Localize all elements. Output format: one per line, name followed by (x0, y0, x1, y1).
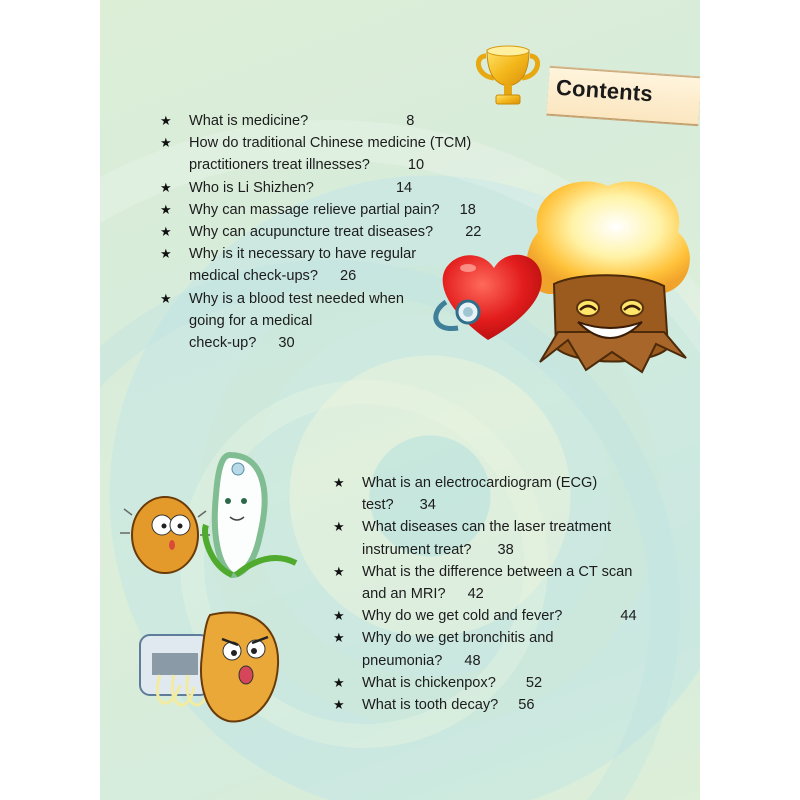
toc-entry-title: Why can massage relieve partial pain? (189, 201, 440, 218)
toc-entry[interactable] (160, 132, 480, 176)
star-bullet-icon: ★ (160, 246, 172, 262)
contents-page (100, 0, 700, 800)
toc-page-number[interactable]: 52 (525, 674, 543, 691)
heart-and-stump-illustration (428, 172, 700, 382)
toc-entry-title: instrument treat? (362, 541, 472, 558)
toc-entry-title: medical check-ups? (189, 268, 318, 285)
star-bullet-icon: ★ (160, 224, 172, 240)
trophy-icon (472, 40, 544, 112)
toc-entry-title: What is an electrocardiogram (ECG) (362, 475, 598, 491)
toc-entry-line (362, 539, 653, 561)
toc-entry-title: Why do we get cold and fever? (362, 608, 563, 625)
star-bullet-icon: ★ (333, 697, 345, 713)
toc-page-number[interactable]: 14 (395, 179, 413, 196)
toc-entry-title: What is chickenpox? (362, 674, 496, 691)
toc-entry-title: What is medicine? (189, 113, 309, 129)
radish-doctor-icon (205, 455, 296, 575)
toc-entry-title: Who is Li Shizhen? (189, 179, 314, 196)
angry-walnut-with-xray-icon (140, 612, 278, 721)
star-bullet-icon: ★ (160, 290, 172, 306)
toc-entry-line (362, 472, 653, 494)
toc-entry[interactable] (333, 605, 653, 627)
toc-page-number[interactable]: 56 (518, 697, 535, 714)
toc-page-number[interactable]: 30 (278, 335, 295, 352)
star-bullet-icon: ★ (333, 475, 345, 490)
toc-entry-line (362, 694, 653, 716)
toc-entry-line (362, 583, 653, 605)
toc-entry-line (189, 132, 480, 154)
toc-entry-line (362, 561, 653, 583)
toc-entry-title: What is the difference between a CT scan (362, 563, 633, 580)
toc-entry-title: How do traditional Chinese medicine (TCM) (189, 135, 472, 152)
toc-entry[interactable] (160, 110, 480, 132)
toc-entry-title: check-up? (189, 335, 257, 352)
toc-entry[interactable] (333, 627, 653, 671)
toc-page-number[interactable]: 26 (339, 268, 357, 285)
toc-page-number[interactable]: 34 (419, 497, 436, 514)
toc-entry-line (362, 494, 653, 516)
toc-page-number[interactable]: 38 (497, 541, 514, 558)
star-bullet-icon: ★ (333, 630, 345, 646)
walnut-character-icon (120, 497, 210, 573)
toc-entry-title: What is tooth decay? (362, 697, 499, 714)
toc-entry[interactable] (333, 472, 653, 516)
toc-page-number[interactable]: 10 (407, 157, 425, 174)
toc-entry[interactable] (333, 672, 653, 694)
toc-entry-title: and an MRI? (362, 586, 446, 603)
tree-stump-icon (540, 275, 686, 372)
toc-entry-line (362, 627, 653, 649)
toc-entry-title: Why can acupuncture treat diseases? (189, 224, 434, 241)
toc-entry-title: Why is a blood test needed when (189, 290, 404, 307)
toc-page-number[interactable]: 18 (459, 201, 476, 218)
toc-entry-title: pneumonia? (362, 652, 443, 669)
toc-entry-title: What diseases can the laser treatment (362, 519, 612, 536)
star-bullet-icon: ★ (160, 113, 172, 128)
toc-entry-title: Why is it necessary to have regular (189, 246, 417, 263)
toc-entry-line (362, 516, 653, 538)
toc-page-number[interactable]: 42 (467, 586, 484, 603)
page-title: Contents (555, 74, 654, 107)
toc-page-number[interactable]: 8 (406, 113, 415, 129)
star-bullet-icon: ★ (333, 519, 345, 535)
star-bullet-icon: ★ (160, 179, 172, 195)
toc-entry[interactable] (333, 516, 653, 560)
toc-entry-line (189, 110, 480, 132)
toc-list-second (333, 472, 653, 716)
toc-entry-title: going for a medical (189, 312, 313, 329)
toc-entry-line (362, 650, 653, 672)
toc-entry-line (362, 605, 653, 627)
star-bullet-icon: ★ (160, 201, 172, 217)
bottom-left-illustration (110, 425, 310, 725)
star-bullet-icon: ★ (333, 674, 345, 690)
toc-entry[interactable] (333, 694, 653, 716)
toc-entry-line (362, 672, 653, 694)
toc-entry[interactable] (333, 561, 653, 605)
toc-entry-title: practitioners treat illnesses? (189, 157, 370, 174)
star-bullet-icon: ★ (160, 135, 172, 151)
toc-page-number[interactable]: 22 (465, 224, 482, 241)
toc-entry-title: test? (362, 497, 394, 514)
toc-page-number[interactable]: 48 (464, 652, 481, 669)
toc-entry-title: Why do we get bronchitis and (362, 630, 554, 647)
star-bullet-icon: ★ (333, 608, 345, 624)
toc-page-number[interactable]: 44 (620, 608, 637, 625)
star-bullet-icon: ★ (333, 563, 345, 579)
